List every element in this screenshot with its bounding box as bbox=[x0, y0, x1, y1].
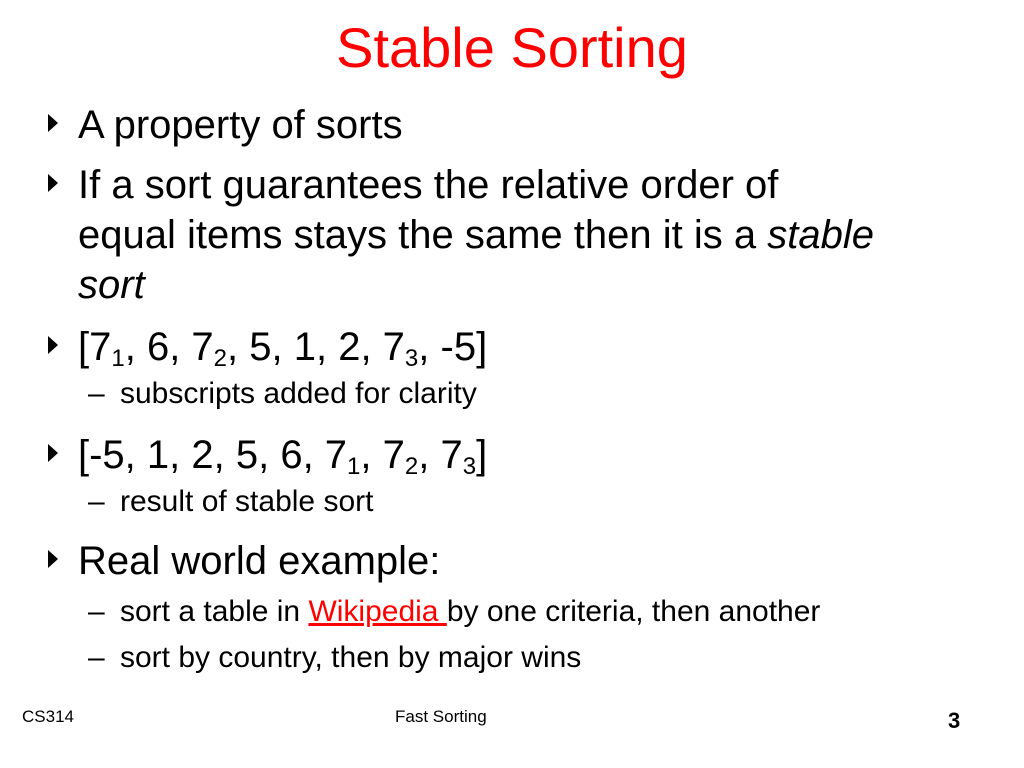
dash-marker: – bbox=[88, 485, 105, 518]
bullet-sorted-array bbox=[48, 430, 487, 480]
bullet-unsorted-array bbox=[48, 322, 487, 372]
dash-marker: – bbox=[88, 595, 105, 628]
slide-title: Stable Sorting bbox=[336, 16, 688, 79]
emphasis-stable: stable bbox=[767, 213, 874, 257]
bullet-definition bbox=[48, 160, 778, 210]
bullet-arrow-icon bbox=[48, 174, 58, 192]
sub-bullet-wikipedia bbox=[88, 594, 820, 630]
sub-bullet-result bbox=[88, 484, 373, 520]
bullet-arrow-icon bbox=[48, 444, 58, 462]
bullet-arrow-icon bbox=[48, 550, 58, 568]
sub-text: sort by country, then by major wins bbox=[120, 641, 582, 674]
dash-marker: – bbox=[88, 641, 105, 674]
sub-text: subscripts added for clarity bbox=[120, 377, 477, 410]
sub-text: sort a table in bbox=[120, 595, 309, 628]
bullet-definition-line2 bbox=[78, 210, 874, 260]
emphasis-sort: sort bbox=[78, 263, 145, 307]
bullet-property bbox=[48, 100, 403, 150]
bullet-definition-line3 bbox=[78, 260, 145, 310]
sub-text: result of stable sort bbox=[120, 485, 374, 518]
bullet-text: Real world example: bbox=[78, 539, 441, 583]
page-number: 3 bbox=[948, 708, 961, 733]
dash-marker: – bbox=[88, 377, 105, 410]
sub-bullet-subscripts bbox=[88, 376, 477, 412]
array-text: [-5, 1, 2, 5, 6, $7_1$, $7_2$, $7_3$] bbox=[78, 433, 488, 480]
bullet-text: equal items stays the same then it is a bbox=[78, 213, 768, 257]
footer-title: Fast Sorting bbox=[395, 707, 487, 726]
bullet-text: If a sort guarantees the relative order of bbox=[78, 163, 779, 207]
array-text: [$7_1$, 6, $7_2$, 5, 1, 2, $7_3$, -5] bbox=[78, 325, 488, 372]
sub-text: by one criteria, then another bbox=[446, 595, 821, 628]
footer-course: CS314 bbox=[22, 707, 74, 726]
bullet-arrow-icon bbox=[48, 336, 58, 354]
sub-bullet-country bbox=[88, 640, 581, 676]
bullet-text: A property of sorts bbox=[78, 103, 403, 147]
wikipedia-link[interactable]: Wikipedia bbox=[308, 595, 447, 628]
bullet-real-world bbox=[48, 536, 440, 586]
bullet-arrow-icon bbox=[48, 114, 58, 132]
